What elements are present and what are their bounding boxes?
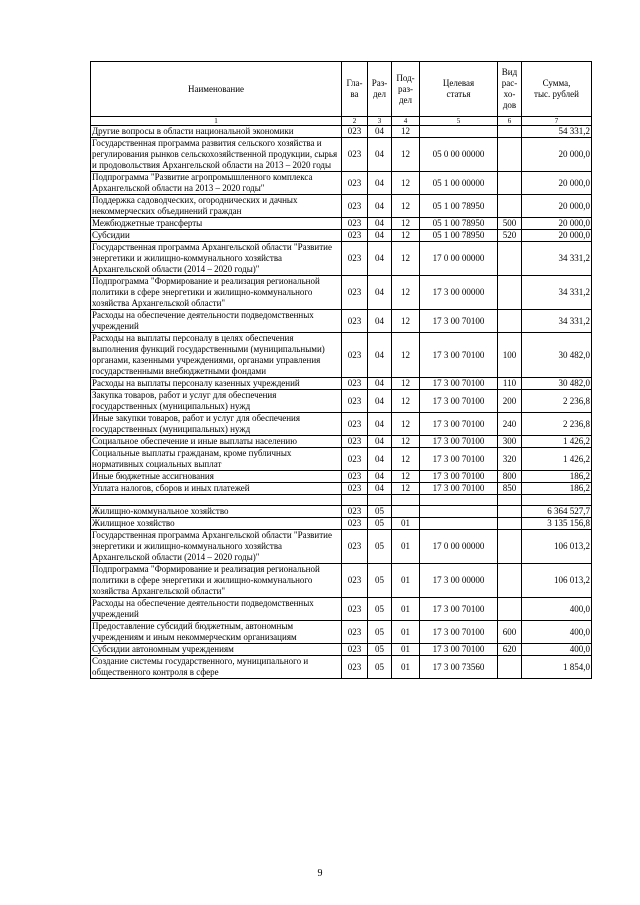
row-target: 17 0 00 00000 xyxy=(420,242,498,276)
row-name: Другие вопросы в области национальной экономики xyxy=(91,126,342,138)
row-name: Предоставление субсидий бюджетным, автономным учреждениям и иным некоммерческим организациям xyxy=(91,621,342,644)
row-vid xyxy=(498,242,522,276)
table-row xyxy=(91,506,592,518)
table-row xyxy=(91,172,592,195)
row-podrazdel: 12 xyxy=(392,310,420,333)
row-glava: 023 xyxy=(342,436,368,448)
row-razdel: 05 xyxy=(368,621,392,644)
row-name: Жилищно-коммунальное хозяйство xyxy=(91,506,342,518)
row-vid: 500 xyxy=(498,218,522,230)
row-sum: 3 135 156,8 xyxy=(522,518,592,530)
row-sum: 2 236,8 xyxy=(522,390,592,413)
row-razdel: 04 xyxy=(368,483,392,495)
row-vid xyxy=(498,656,522,679)
row-vid: 520 xyxy=(498,230,522,242)
table-row xyxy=(91,378,592,390)
row-podrazdel: 12 xyxy=(392,138,420,172)
row-target: 17 3 00 70100 xyxy=(420,378,498,390)
row-vid: 320 xyxy=(498,448,522,471)
row-razdel: 04 xyxy=(368,218,392,230)
row-name: Закупка товаров, работ и услуг для обеспечения государственных (муниципальных) нужд xyxy=(91,390,342,413)
row-glava: 023 xyxy=(342,644,368,656)
row-target: 17 3 00 73560 xyxy=(420,656,498,679)
table-row xyxy=(91,530,592,564)
row-glava: 023 xyxy=(342,390,368,413)
row-glava: 023 xyxy=(342,530,368,564)
row-name: Социальное обеспечение и иные выплаты населению xyxy=(91,436,342,448)
row-glava: 023 xyxy=(342,598,368,621)
row-podrazdel: 12 xyxy=(392,218,420,230)
row-name: Иные закупки товаров, работ и услуг для обеспечения государственных (муниципальных) нужд xyxy=(91,413,342,436)
row-razdel: 04 xyxy=(368,126,392,138)
header-glava: Гла- ва xyxy=(342,62,368,117)
row-target xyxy=(420,518,498,530)
row-vid: 300 xyxy=(498,436,522,448)
row-vid xyxy=(498,598,522,621)
row-sum: 186,2 xyxy=(522,483,592,495)
row-vid: 200 xyxy=(498,390,522,413)
row-podrazdel: 12 xyxy=(392,471,420,483)
spacer-cell xyxy=(420,495,498,506)
row-podrazdel: 12 xyxy=(392,172,420,195)
row-razdel: 05 xyxy=(368,656,392,679)
row-podrazdel: 01 xyxy=(392,518,420,530)
page-number: 9 xyxy=(317,868,323,879)
row-razdel: 05 xyxy=(368,518,392,530)
table-row xyxy=(91,598,592,621)
row-target: 17 0 00 00000 xyxy=(420,530,498,564)
table-row xyxy=(91,483,592,495)
row-glava: 023 xyxy=(342,242,368,276)
header-sum: Сумма, тыс. рублей xyxy=(522,62,592,117)
row-podrazdel: 01 xyxy=(392,621,420,644)
row-podrazdel: 12 xyxy=(392,333,420,378)
row-target: 17 3 00 70100 xyxy=(420,598,498,621)
row-podrazdel xyxy=(392,506,420,518)
table-row xyxy=(91,518,592,530)
row-glava: 023 xyxy=(342,138,368,172)
row-name: Расходы на выплаты персоналу в целях обеспечения выполнения функций государственными (муниципальными) органами, казенными учреждениями, органами управления государственными внебюджетными фондами xyxy=(91,333,342,378)
row-target: 17 3 00 00000 xyxy=(420,564,498,598)
spacer-cell xyxy=(392,495,420,506)
row-target: 17 3 00 70100 xyxy=(420,471,498,483)
row-razdel: 04 xyxy=(368,242,392,276)
row-razdel: 04 xyxy=(368,333,392,378)
row-sum: 400,0 xyxy=(522,598,592,621)
row-vid xyxy=(498,564,522,598)
row-razdel: 04 xyxy=(368,390,392,413)
row-sum: 30 482,0 xyxy=(522,333,592,378)
row-target: 05 1 00 78950 xyxy=(420,195,498,218)
column-number: 1 xyxy=(91,117,342,126)
row-podrazdel: 01 xyxy=(392,644,420,656)
row-vid: 100 xyxy=(498,333,522,378)
table-row xyxy=(91,436,592,448)
row-vid xyxy=(498,310,522,333)
row-sum: 34 331,2 xyxy=(522,310,592,333)
row-name: Создание системы государственного, муниципального и общественного контроля в сфере xyxy=(91,656,342,679)
row-glava: 023 xyxy=(342,471,368,483)
row-name: Подпрограмма "Формирование и реализация региональной политики в сфере энергетики и жилищно-коммунального хозяйства Архангельской области" xyxy=(91,564,342,598)
row-sum: 106 013,2 xyxy=(522,530,592,564)
row-vid: 240 xyxy=(498,413,522,436)
table-row xyxy=(91,564,592,598)
row-razdel: 04 xyxy=(368,413,392,436)
row-sum: 1 426,2 xyxy=(522,448,592,471)
spacer-cell xyxy=(498,495,522,506)
row-glava: 023 xyxy=(342,310,368,333)
row-name: Расходы на обеспечение деятельности подведомственных учреждений xyxy=(91,310,342,333)
row-glava: 023 xyxy=(342,448,368,471)
row-sum: 1 854,0 xyxy=(522,656,592,679)
row-target: 17 3 00 70100 xyxy=(420,310,498,333)
row-target: 17 3 00 70100 xyxy=(420,621,498,644)
row-sum: 2 236,8 xyxy=(522,413,592,436)
table-row xyxy=(91,413,592,436)
table-row xyxy=(91,471,592,483)
spacer-row xyxy=(91,495,592,506)
row-name: Социальные выплаты гражданам, кроме публичных нормативных социальных выплат xyxy=(91,448,342,471)
row-name: Межбюджетные трансферты xyxy=(91,218,342,230)
row-target: 17 3 00 00000 xyxy=(420,276,498,310)
row-vid xyxy=(498,195,522,218)
row-glava: 023 xyxy=(342,230,368,242)
table-row xyxy=(91,390,592,413)
row-name: Государственная программа Архангельской области "Развитие энергетики и жилищно-коммунального хозяйства Архангельской области (2014 – 2020 годы)" xyxy=(91,242,342,276)
table-row xyxy=(91,656,592,679)
row-razdel: 04 xyxy=(368,172,392,195)
row-vid: 620 xyxy=(498,644,522,656)
row-sum: 6 364 527,7 xyxy=(522,506,592,518)
row-podrazdel: 12 xyxy=(392,436,420,448)
row-sum: 54 331,2 xyxy=(522,126,592,138)
row-target: 17 3 00 70100 xyxy=(420,483,498,495)
row-glava: 023 xyxy=(342,564,368,598)
budget-table xyxy=(90,61,592,679)
row-name: Подпрограмма "Формирование и реализация региональной политики в сфере энергетики и жилищно-коммунального хозяйства Архангельской области" xyxy=(91,276,342,310)
row-razdel: 04 xyxy=(368,276,392,310)
header-vid: Вид рас- хо- дов xyxy=(498,62,522,117)
table-row xyxy=(91,644,592,656)
row-sum: 400,0 xyxy=(522,644,592,656)
spacer-cell xyxy=(342,495,368,506)
row-name: Уплата налогов, сборов и иных платежей xyxy=(91,483,342,495)
row-glava: 023 xyxy=(342,172,368,195)
row-target: 05 0 00 00000 xyxy=(420,138,498,172)
row-name: Государственная программа развития сельского хозяйства и регулирования рынков сельскохозяйственной продукции, сырья и продовольствия Архангельской области на 2013 – 2020 годы xyxy=(91,138,342,172)
row-razdel: 05 xyxy=(368,564,392,598)
column-number: 3 xyxy=(368,117,392,126)
row-glava: 023 xyxy=(342,518,368,530)
column-number: 7 xyxy=(522,117,592,126)
row-podrazdel: 01 xyxy=(392,530,420,564)
header-razdel: Раз- дел xyxy=(368,62,392,117)
row-glava: 023 xyxy=(342,483,368,495)
column-number: 5 xyxy=(420,117,498,126)
row-podrazdel: 12 xyxy=(392,413,420,436)
row-glava: 023 xyxy=(342,621,368,644)
row-name: Субсидии автономным учреждениям xyxy=(91,644,342,656)
row-target: 05 1 00 78950 xyxy=(420,230,498,242)
row-vid: 850 xyxy=(498,483,522,495)
row-podrazdel: 12 xyxy=(392,378,420,390)
row-razdel: 04 xyxy=(368,436,392,448)
row-sum: 34 331,2 xyxy=(522,276,592,310)
row-glava: 023 xyxy=(342,218,368,230)
table-row xyxy=(91,195,592,218)
row-podrazdel: 12 xyxy=(392,126,420,138)
row-vid xyxy=(498,172,522,195)
row-glava: 023 xyxy=(342,656,368,679)
row-target xyxy=(420,506,498,518)
table-row xyxy=(91,621,592,644)
column-number: 6 xyxy=(498,117,522,126)
row-sum: 20 000,0 xyxy=(522,138,592,172)
row-glava: 023 xyxy=(342,378,368,390)
row-sum: 106 013,2 xyxy=(522,564,592,598)
row-name: Поддержка садоводческих, огороднических и дачных некоммерческих объединений граждан xyxy=(91,195,342,218)
row-glava: 023 xyxy=(342,333,368,378)
row-razdel: 04 xyxy=(368,195,392,218)
row-razdel: 05 xyxy=(368,506,392,518)
row-target: 17 3 00 70100 xyxy=(420,436,498,448)
row-podrazdel: 12 xyxy=(392,448,420,471)
row-podrazdel: 12 xyxy=(392,242,420,276)
row-podrazdel: 12 xyxy=(392,276,420,310)
row-sum: 30 482,0 xyxy=(522,378,592,390)
table-row xyxy=(91,230,592,242)
row-podrazdel: 12 xyxy=(392,483,420,495)
row-podrazdel: 01 xyxy=(392,656,420,679)
row-name: Субсидии xyxy=(91,230,342,242)
row-glava: 023 xyxy=(342,195,368,218)
spacer-cell xyxy=(522,495,592,506)
row-razdel: 04 xyxy=(368,448,392,471)
row-podrazdel: 12 xyxy=(392,195,420,218)
row-sum: 20 000,0 xyxy=(522,195,592,218)
row-sum: 20 000,0 xyxy=(522,230,592,242)
row-sum: 1 426,2 xyxy=(522,436,592,448)
row-vid xyxy=(498,506,522,518)
row-razdel: 05 xyxy=(368,598,392,621)
table-row xyxy=(91,138,592,172)
row-sum: 400,0 xyxy=(522,621,592,644)
table-row xyxy=(91,218,592,230)
row-glava: 023 xyxy=(342,413,368,436)
row-razdel: 04 xyxy=(368,378,392,390)
row-name: Жилищное хозяйство xyxy=(91,518,342,530)
row-name: Расходы на выплаты персоналу казенных учреждений xyxy=(91,378,342,390)
spacer-cell xyxy=(91,495,342,506)
row-sum: 34 331,2 xyxy=(522,242,592,276)
table-row xyxy=(91,276,592,310)
row-target: 17 3 00 70100 xyxy=(420,390,498,413)
table-header xyxy=(91,62,592,126)
row-vid xyxy=(498,518,522,530)
table-row xyxy=(91,242,592,276)
table-row xyxy=(91,333,592,378)
row-vid xyxy=(498,276,522,310)
row-sum: 186,2 xyxy=(522,471,592,483)
column-number: 2 xyxy=(342,117,368,126)
row-vid xyxy=(498,138,522,172)
row-glava: 023 xyxy=(342,506,368,518)
table-row xyxy=(91,126,592,138)
row-name: Государственная программа Архангельской области "Развитие энергетики и жилищно-коммунального хозяйства Архангельской области (2014 – 2020 годы)" xyxy=(91,530,342,564)
row-podrazdel: 01 xyxy=(392,564,420,598)
row-razdel: 04 xyxy=(368,310,392,333)
spacer-cell xyxy=(368,495,392,506)
row-vid: 600 xyxy=(498,621,522,644)
row-podrazdel: 12 xyxy=(392,230,420,242)
table-row xyxy=(91,448,592,471)
row-target: 05 1 00 78950 xyxy=(420,218,498,230)
row-razdel: 04 xyxy=(368,230,392,242)
header-podrazdel: Под- раз- дел xyxy=(392,62,420,117)
row-target: 17 3 00 70100 xyxy=(420,333,498,378)
row-vid: 110 xyxy=(498,378,522,390)
row-target: 17 3 00 70100 xyxy=(420,413,498,436)
table-body xyxy=(91,126,592,679)
row-sum: 20 000,0 xyxy=(522,172,592,195)
row-razdel: 04 xyxy=(368,138,392,172)
row-name: Иные бюджетные ассигнования xyxy=(91,471,342,483)
row-name: Подпрограмма "Развитие агропромышленного комплекса Архангельской области на 2013 – 2020 годы" xyxy=(91,172,342,195)
row-vid xyxy=(498,530,522,564)
row-vid: 800 xyxy=(498,471,522,483)
row-razdel: 05 xyxy=(368,530,392,564)
column-number: 4 xyxy=(392,117,420,126)
row-glava: 023 xyxy=(342,276,368,310)
row-podrazdel: 01 xyxy=(392,598,420,621)
row-podrazdel: 12 xyxy=(392,390,420,413)
header-name: Наименование xyxy=(91,62,342,117)
row-glava: 023 xyxy=(342,126,368,138)
row-target xyxy=(420,126,498,138)
row-target: 17 3 00 70100 xyxy=(420,448,498,471)
row-name: Расходы на обеспечение деятельности подведомственных учреждений xyxy=(91,598,342,621)
column-number-row xyxy=(91,117,592,126)
row-target: 05 1 00 00000 xyxy=(420,172,498,195)
row-razdel: 04 xyxy=(368,471,392,483)
row-razdel: 05 xyxy=(368,644,392,656)
row-sum: 20 000,0 xyxy=(522,218,592,230)
table-row xyxy=(91,310,592,333)
header-target: Целевая статья xyxy=(420,62,498,117)
row-target: 17 3 00 70100 xyxy=(420,644,498,656)
row-vid xyxy=(498,126,522,138)
